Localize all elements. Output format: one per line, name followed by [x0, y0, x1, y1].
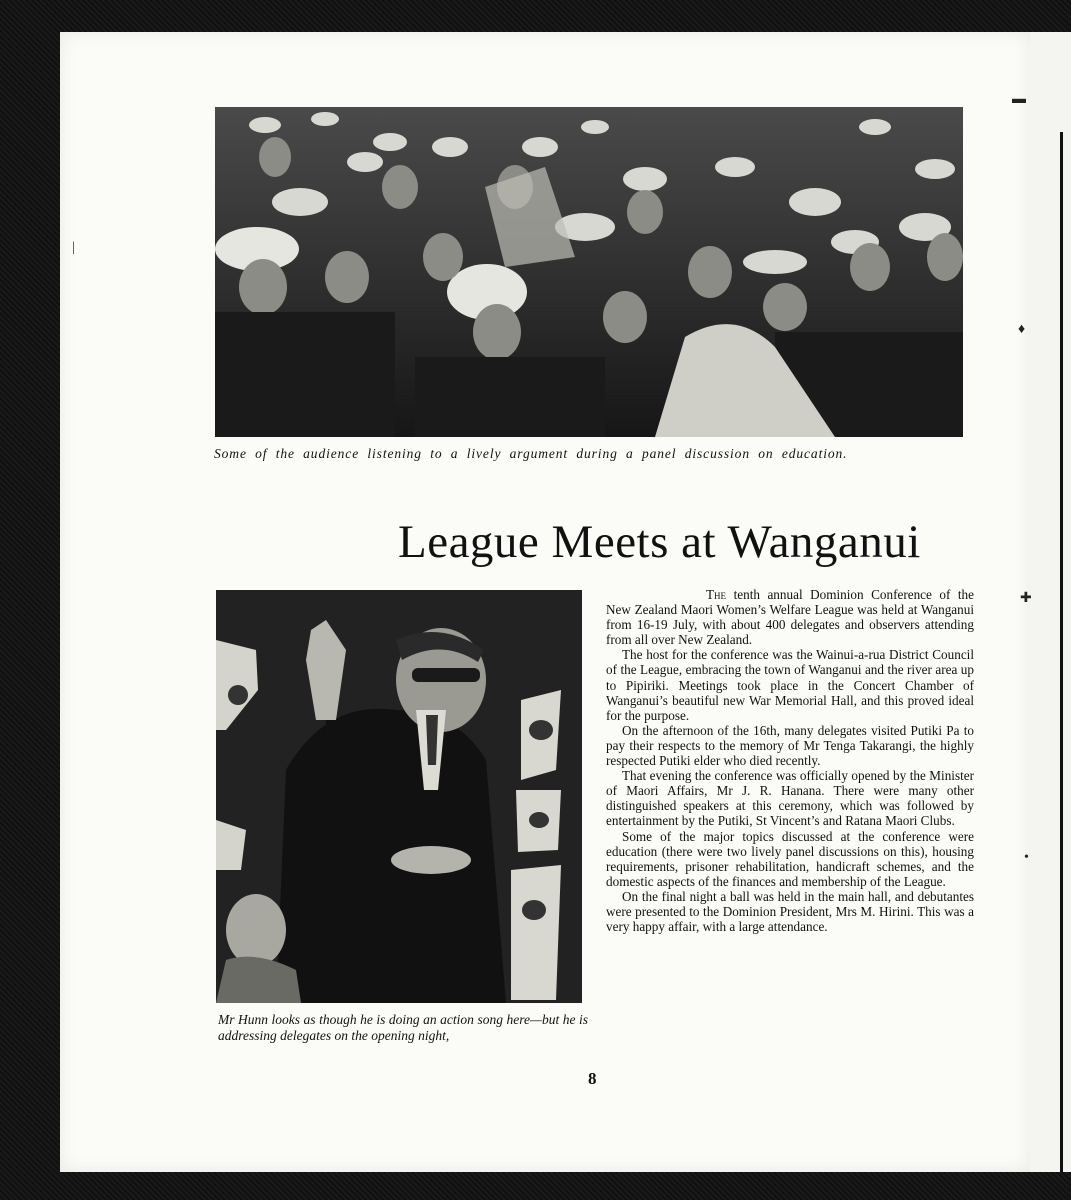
- article-paragraph: The host for the conference was the Wainui-a-rua District Council of the League, embracing the town of Wanganui and the river area up to Pipiriki. Meetings took place in the Concert Chamber of Wanganui’s beautiful new War Memorial Hall, and this proved ideal for the purpose.: [606, 647, 974, 723]
- article-paragraph: On the final night a ball was held in the main hall, and debutantes were presented to the Dominion President, Mrs M. Hirini. This was a very happy affair, with a large attendance.: [606, 888, 974, 935]
- article-headline: League Meets at Wanganui: [398, 516, 921, 568]
- scan-speck: ♦: [1018, 322, 1026, 337]
- article-paragraph: That evening the conference was officially opened by the Minister of Maori Affairs, Mr J. R. Hanana. There were many other distinguished speakers at this ceremony, which was followed by entertainment by the Putiki, St Vincent’s and Ratana Maori Clubs.: [606, 768, 974, 829]
- speaker-photo-caption: Mr Hunn looks as though he is doing an action song here—but he is addressing delegates on the opening night,: [218, 1012, 588, 1043]
- article-paragraph: On the afternoon of the 16th, many delegates visited Putiki Pa to pay their respects to the memory of Mr Tenga Takarangi, the highly respected Putiki elder who died recently.: [606, 722, 974, 769]
- audience-photo: [215, 107, 963, 437]
- speaker-photo: [216, 590, 582, 1003]
- top-photo-caption: Some of the audience listening to a lively argument during a panel discussion on education.: [214, 446, 848, 461]
- adjacent-page-strip: [1030, 32, 1071, 1172]
- scan-speck: ▬: [1012, 92, 1026, 107]
- article-paragraph: Some of the major topics discussed at the conference were education (there were two lively panel discussions on this), housing requirements, prisoner rehabilitation, handicraft schemes, and the domestic aspects of the finances and membership of the League.: [606, 828, 974, 889]
- page-number: 8: [588, 1069, 597, 1088]
- scan-speck: •: [1024, 850, 1029, 865]
- lead-word: The: [706, 587, 727, 602]
- binding-rule: [1060, 132, 1063, 1172]
- scan-speck: |: [72, 240, 75, 255]
- paragraph-text: tenth annual Dominion Conference of the New Zealand Maori Women’s Welfare League was held at Wanganui from 16-19 July, with about 400 delegates and observers attending from all over New Zealand.: [606, 587, 975, 648]
- scan-speck: ✚: [1020, 591, 1032, 606]
- article-body: [606, 587, 974, 934]
- article-paragraph: [606, 587, 974, 647]
